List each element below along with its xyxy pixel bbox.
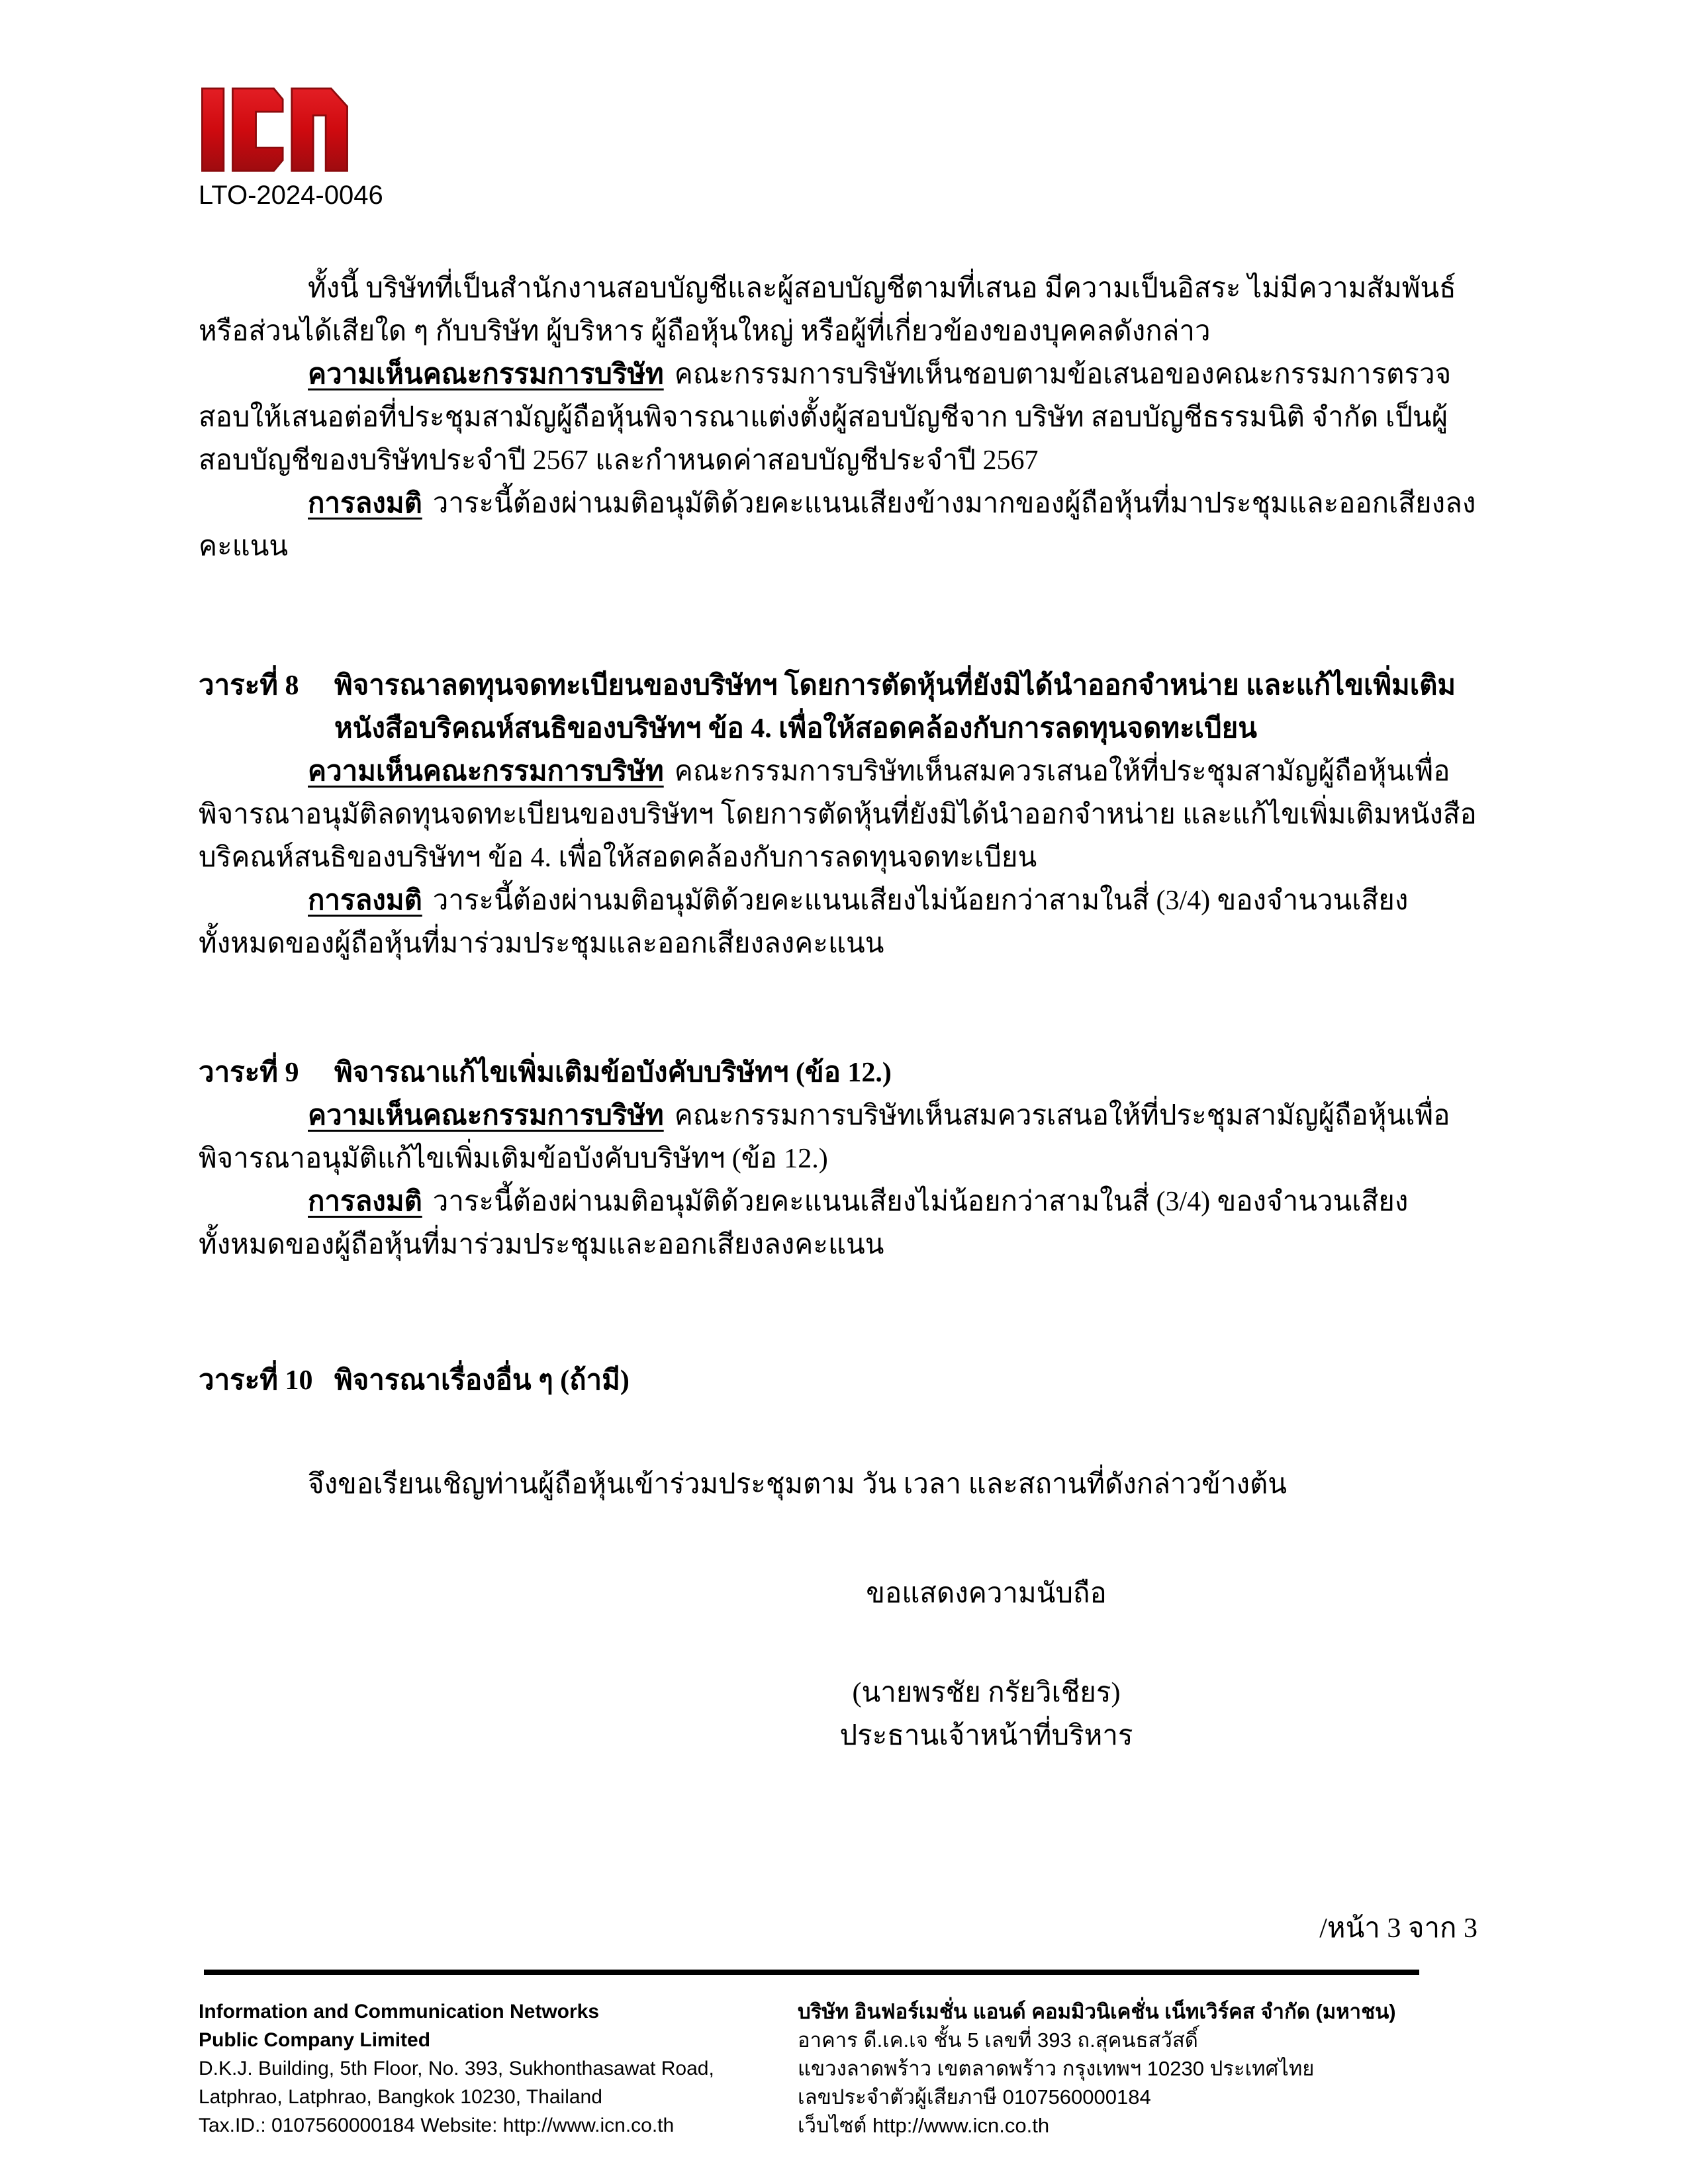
agenda-8-label: วาระที่ 8 <box>199 670 299 701</box>
logo-letter-i <box>202 89 223 171</box>
resolution-lead: การลงมติ <box>308 1187 422 1217</box>
reference-number: LTO-2024-0046 <box>199 181 383 210</box>
agenda-8-heading <box>199 664 1489 751</box>
logo-letter-c <box>232 89 283 171</box>
footer-thai-column <box>798 1997 1493 2140</box>
paragraph-auditor-independence: ทั้งนี้ บริษัทที่เป็นสำนักงานสอบบัญชีและผู้สอบบัญชีตามที่เสนอ มีความเป็นอิสระ ไม่มีความสัมพันธ์หรือส่วนได้เสียใด ๆ กับบริษัท ผู้บริหาร ผู้ถือหุ้นใหญ่ หรือผู้ที่เกี่ยวข้องของบุคคลดังกล่าว <box>199 273 1456 347</box>
footer-company-name-en-line1: Information and Communication Networks <box>199 2001 600 2023</box>
logo-letter-n <box>292 89 348 171</box>
letter-body <box>199 267 1489 1758</box>
footer-taxid-website-en: Tax.ID.: 0107560000184 Website: http://www.icn.co.th <box>199 2115 675 2136</box>
agenda-9-heading <box>199 1052 1489 1095</box>
paragraph-agenda7-resolution <box>199 482 1489 569</box>
invitation-paragraph: จึงขอเรียนเชิญท่านผู้ถือหุ้นเข้าร่วมประชุมตาม วัน เวลา และสถานที่ดังกล่าวข้างต้น <box>308 1469 1287 1500</box>
agenda-10-heading <box>199 1359 1489 1402</box>
paragraph-agenda8-resolution <box>199 880 1489 966</box>
icn-logo-graphic <box>199 83 351 176</box>
agenda-9-label: วาระที่ 9 <box>199 1058 299 1088</box>
resolution-text: วาระนี้ต้องผ่านมติอนุมัติด้วยคะแนนเสียงข้างมากของผู้ถือหุ้นที่มาประชุมและออกเสียงลงคะแนน <box>199 488 1476 562</box>
board-opinion-text: คณะกรรมการบริษัทเห็นสมควรเสนอให้ที่ประชุมสามัญผู้ถือหุ้นเพื่อพิจารณาอนุมัติลดทุนจดทะเบียนของบริษัทฯ โดยการตัดหุ้นที่ยังมิได้นำออกจำหน่าย และแก้ไขเพิ่มเติมหนังสือบริคณห์สนธิของบริษัทฯ ข้อ 4. เพื่อให้สอดคล้องกับการลดทุนจดทะเบียน <box>199 756 1477 873</box>
footer-company-name-en-line2: Public Company Limited <box>199 2029 431 2051</box>
paragraph-agenda9-resolution <box>199 1181 1489 1267</box>
paragraph-agenda9-opinion <box>199 1095 1489 1181</box>
paragraph-agenda8-opinion <box>199 751 1489 880</box>
signatory-position: ประธานเจ้าหน้าที่บริหาร <box>839 1721 1133 1751</box>
signature-salutation: ขอแสดงความนับถือ <box>866 1578 1107 1609</box>
icn-logo <box>199 83 351 176</box>
footer-address-th-line1: อาคาร ดี.เค.เจ ชั้น 5 เลขที่ 393 ถ.สุคนธสวัสดิ์ <box>798 2028 1198 2052</box>
board-opinion-text: คณะกรรมการบริษัทเห็นชอบตามข้อเสนอของคณะกรรมการตรวจสอบให้เสนอต่อที่ประชุมสามัญผู้ถือหุ้นพิจารณาแต่งตั้งผู้สอบบัญชีจาก บริษัท สอบบัญชีธรรมนิติ จำกัด เป็นผู้สอบบัญชีของบริษัทประจำปี 2567 และกำหนดค่าสอบบัญชีประจำปี 2567 <box>199 359 1452 476</box>
footer-address-en-line1: D.K.J. Building, 5th Floor, No. 393, Sukhonthasawat Road, <box>199 2058 714 2079</box>
footer-address-th-line2: แขวงลาดพร้าว เขตลาดพร้าว กรุงเทพฯ 10230 ประเทศไทย <box>798 2057 1315 2080</box>
agenda-10-label: วาระที่ 10 <box>199 1365 313 1396</box>
footer-website-th: เว็บไซต์ http://www.icn.co.th <box>798 2114 1050 2137</box>
signatory-name: (นายพรชัย กรัยวิเชียร) <box>852 1678 1121 1708</box>
agenda-8-title: พิจารณาลดทุนจดทะเบียนของบริษัทฯ โดยการตัดหุ้นที่ยังมิได้นำออกจำหน่าย และแก้ไขเพิ่มเติมหนังสือบริคณห์สนธิของบริษัทฯ ข้อ 4. เพื่อให้สอดคล้องกับการลดทุนจดทะเบียน <box>334 670 1456 744</box>
resolution-text: วาระนี้ต้องผ่านมติอนุมัติด้วยคะแนนเสียงไม่น้อยกว่าสามในสี่ (3/4) ของจำนวนเสียงทั้งหมดของผู้ถือหุ้นที่มาร่วมประชุมและออกเสียงลงคะแนน <box>199 1187 1409 1260</box>
resolution-text: วาระนี้ต้องผ่านมติอนุมัติด้วยคะแนนเสียงไม่น้อยกว่าสามในสี่ (3/4) ของจำนวนเสียงทั้งหมดของผู้ถือหุ้นที่มาร่วมประชุมและออกเสียงลงคะแนน <box>199 886 1409 959</box>
signature-block <box>341 1572 1632 1758</box>
footer-company-name-th: บริษัท อินฟอร์เมชั่น แอนด์ คอมมิวนิเคชั่น เน็ทเวิร์คส จำกัด (มหาชน) <box>798 2000 1396 2023</box>
resolution-lead: การลงมติ <box>308 488 422 519</box>
footer-taxid-th: เลขประจำตัวผู้เสียภาษี 0107560000184 <box>798 2085 1151 2109</box>
agenda-9-title: พิจารณาแก้ไขเพิ่มเติมข้อบังคับบริษัทฯ (ข้อ 12.) <box>334 1058 892 1088</box>
board-opinion-lead: ความเห็นคณะกรรมการบริษัท <box>308 1101 664 1131</box>
board-opinion-lead: ความเห็นคณะกรรมการบริษัท <box>308 359 664 390</box>
agenda-10-title: พิจารณาเรื่องอื่น ๆ (ถ้ามี) <box>334 1365 630 1396</box>
footer-english-column <box>199 1997 781 2140</box>
paragraph-agenda7-opinion <box>199 353 1489 482</box>
footer-address-en-line2: Latphrao, Latphrao, Bangkok 10230, Thailand <box>199 2086 602 2108</box>
resolution-lead: การลงมติ <box>308 886 422 916</box>
board-opinion-text: คณะกรรมการบริษัทเห็นสมควรเสนอให้ที่ประชุมสามัญผู้ถือหุ้นเพื่อพิจารณาอนุมัติแก้ไขเพิ่มเติมข้อบังคับบริษัทฯ (ข้อ 12.) <box>199 1101 1450 1174</box>
page-number: /หน้า 3 จาก 3 <box>1319 1913 1477 1944</box>
footer-divider <box>204 1970 1419 1975</box>
board-opinion-lead: ความเห็นคณะกรรมการบริษัท <box>308 756 664 787</box>
